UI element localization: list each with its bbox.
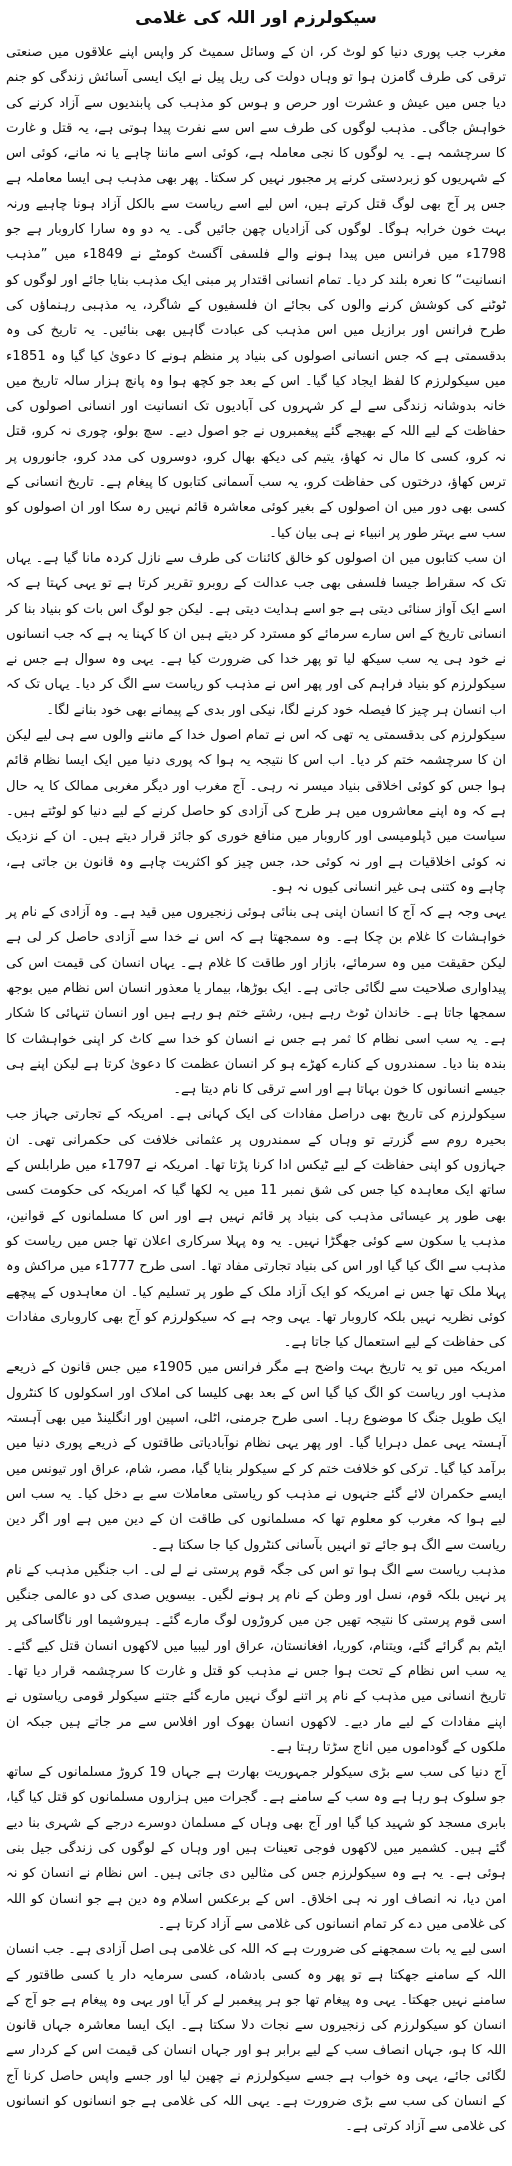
- paragraph: سیکولرزم کی بدقسمتی یہ تھی کہ اس نے تمام اصول خدا کے ماننے والوں سے ہی لیے لیکن ان کا سرچشمہ ختم کر دیا۔ اب اس کا نتیجہ یہ ہوا کہ پوری دنیا میں ایک ایسا نظام قائم ہوا جس کو کوئی اخلاقی بنیاد میسر نہ رہی۔ آج مغرب اور دیگر مغربی ممالک کا یہ حال ہے کہ وہ اپنے معاشروں میں ہر طرح کی آزادی کو حاصل کرنے کے لیے دنیا کو لوٹتے ہیں۔ سیاست میں ڈپلومیسی اور کاروبار میں منافع خوری کو جائز قرار دیتے ہیں۔ ان کے نزدیک نہ کوئی اخلاقیات ہے اور نہ کوئی حد، جس چیز کو اکثریت چاہے وہ قانون بن جاتی ہے، چاہے وہ کتنی ہی غیر انسانی کیوں نہ ہو۔: [6, 728, 506, 895]
- article-title: سیکولرزم اور اللہ کی غلامی: [135, 8, 377, 28]
- paragraph: مغرب جب پوری دنیا کو لوٹ کر، ان کے وسائل سمیٹ کر واپس اپنے علاقوں میں صنعتی ترقی کی طرف گامزن ہوا تو وہاں دولت کی ریل پیل نے ایک ایسی آسائش زندگی کو جنم دیا جس میں عیش و عشرت اور حرص و ہوس کو مذہب کی پابندیوں سے آزاد کرنے کی خواہش جاگی۔ مذہب لوگوں کی طرف سے اس سے نفرت پیدا ہوتی ہے، یہ قتل و غارت کا سرچشمہ ہے۔ یہ لوگوں کا نجی معاملہ ہے، کوئی اسے ماننا چاہے یا نہ مانے، کوئی اس کے شہریوں کو زبردستی کرنے پر مجبور نہیں کر سکتا۔ پھر بھی مذہب ہی ایسا معاملہ ہے جس پر آج بھی لوگ قتل کرتے ہیں، اس لیے اسے ریاست سے بالکل آزاد ہونا چاہیے ورنہ بہت خون خرابہ ہوگا۔ لوگوں کی آزادیاں چھن جائیں گی۔ یہ دو وہ سارا کاروبار ہے جو 1798ء میں فرانس میں پیدا ہونے والے فلسفی آگسٹ کومٹے نے 1849ء میں ”مذہب انسانیت“ کا نعرہ بلند کر دیا۔ تمام انسانی اقتدار پر مبنی ایک مذہب بنایا جائے اور لوگوں کو ٹوٹنے کی کوشش کرنے والوں کی بجائے ان فلسفیوں کے شاگرد، یہ مذہبی رہنماؤں کی طرح فرانس اور برازیل میں اس مذہب کی عبادت گاہیں بھی بنائیں۔ یہ تاریخ کی وہ بدقسمتی ہے کہ جس انسانی اصولوں کی بنیاد پر منظم ہونے کا دعویٰ کیا گیا وہ 1851ء میں سیکولرزم کا لفظ ایجاد کیا گیا۔ اس کے بعد جو کچھ ہوا وہ پانچ ہزار سالہ تاریخ میں خانہ بدوشانہ زندگی سے لے کر شہروں کی آبادیوں تک انسانیت اور انسانی اصولوں کی حفاظت کے لیے اللہ کے بھیجے گئے پیغمبروں نے جو اصول دیے۔ سچ بولو، چوری نہ کرو، قتل نہ کرو، کسی کا مال نہ کھاؤ، یتیم کی دیکھ بھال کرو، دوسروں کی مدد کرو، جانوروں پر ترس کھاؤ، درختوں کی حفاظت کرو، یہ سب آسمانی کتابوں کا پیغام ہے۔ تاریخ انسانی کے کسی بھی دور میں ان اصولوں کے بغیر کوئی معاشرہ قائم نہیں رہ سکا اور ان اصولوں کو سب سے بہتر طور پر انبیاء نے ہی بیان کیا۔: [6, 45, 506, 541]
- paragraph: سیکولرزم کی تاریخ بھی دراصل مفادات کی ایک کہانی ہے۔ امریکہ کے تجارتی جہاز جب بحیرہ روم سے گزرتے تو وہاں کے سمندروں پر عثمانی خلافت کی حکمرانی تھی۔ ان جہازوں کو اپنی حفاظت کے لیے ٹیکس ادا کرنا پڑتا تھا۔ امریکہ نے 1797ء میں طرابلس کے ساتھ ایک معاہدہ کیا جس کی شق نمبر 11 میں یہ لکھا گیا کہ امریکہ کی حکومت کسی بھی طور پر عیسائی مذہب کی بنیاد پر قائم نہیں ہے اور اس کا مسلمانوں کے قوانین، مذہب یا سکون سے کوئی جھگڑا نہیں۔ یہ وہ پہلا سرکاری اعلان تھا جس میں ریاست کو مذہب سے الگ کیا گیا اور اس کی بنیاد تجارتی مفاد تھا۔ اسی طرح 1777ء میں مراکش وہ پہلا ملک تھا جس نے امریکہ کو ایک آزاد ملک کے طور پر تسلیم کیا۔ ان معاہدوں کے پیچھے کوئی نظریہ نہیں بلکہ کاروبار تھا۔ یہی وجہ ہے کہ سیکولرزم کو آج بھی کاروباری مفادات کی حفاظت کے لیے استعمال کیا جاتا ہے۔: [6, 1107, 507, 1351]
- paragraph: امریکہ میں تو یہ تاریخ بہت واضح ہے مگر فرانس میں 1905ء میں جس قانون کے ذریعے مذہب اور ریاست کو الگ کیا گیا اس کے بعد بھی کلیسا کی املاک اور اسکولوں کا کنٹرول ایک طویل جنگ کا موضوع رہا۔ اسی طرح جرمنی، اٹلی، اسپین اور انگلینڈ میں بھی آہستہ آہستہ یہی عمل دہرایا گیا۔ اور پھر یہی نظام نوآبادیاتی طاقتوں کے ذریعے پوری دنیا میں برآمد کیا گیا۔ ترکی کو خلافت ختم کر کے سیکولر بنایا گیا، مصر، شام، عراق اور تیونس میں ایسے حکمران لائے گئے جنہوں نے مذہب کو ریاستی معاملات سے بے دخل کیا۔ یہ سب اس لیے ہوا کہ مغرب کو معلوم تھا کہ مسلمانوں کی طاقت ان کے دین میں ہے اور اگر دین ریاست سے الگ ہو جائے تو انہیں بآسانی کنٹرول کیا جا سکتا ہے۔: [6, 1360, 506, 1553]
- paragraph: یہی وجہ ہے کہ آج کا انسان اپنی ہی بنائی ہوئی زنجیروں میں قید ہے۔ وہ آزادی کے نام پر خواہشات کا غلام بن چکا ہے۔ وہ سمجھتا ہے کہ اس نے خدا سے آزادی حاصل کر لی ہے لیکن حقیقت میں وہ سرمائے، بازار اور طاقت کا غلام ہے۔ یہاں انسان کی قیمت اس کی پیداواری صلاحیت سے لگائی جاتی ہے۔ ایک بوڑھا، بیمار یا معذور انسان اس نظام میں بوجھ سمجھا جاتا ہے۔ خاندان ٹوٹ رہے ہیں، رشتے ختم ہو رہے ہیں اور انسان تنہائی کا شکار ہے۔ یہ سب اسی نظام کا ثمر ہے جس نے انسان کو خدا سے کاٹ کر اپنی خواہشات کا بندہ بنا دیا۔ سمندروں کے کنارے کھڑے ہو کر انسان عظمت کا دعویٰ کرتا ہے لیکن اپنے ہی جیسے انسانوں کا خون بہاتا ہے اور اسے ترقی کا نام دیتا ہے۔: [6, 905, 506, 1098]
- paragraph: اسی لیے یہ بات سمجھنے کی ضرورت ہے کہ اللہ کی غلامی ہی اصل آزادی ہے۔ جب انسان اللہ کے سامنے جھکتا ہے تو پھر وہ کسی بادشاہ، کسی سرمایہ دار یا کسی طاقتور کے سامنے نہیں جھکتا۔ یہی وہ پیغام تھا جو ہر پیغمبر لے کر آیا اور یہی وہ پیغام ہے جو آج کے انسان کو سیکولرزم کی زنجیروں سے نجات دلا سکتا ہے۔ ایک ایسا معاشرہ جہاں قانون اللہ کا ہو، جہاں انصاف سب کے لیے برابر ہو اور جہاں انسان کی قیمت اس کے کردار سے لگائی جائے، یہی وہ خواب ہے جسے سیکولرزم نے چھین لیا اور جسے واپس حاصل کرنا آج کے انسان کی سب سے بڑی ضرورت ہے۔ یہی اللہ کی غلامی ہے جو انسانوں کو انسانوں کی غلامی سے آزاد کرتی ہے۔: [6, 1942, 506, 2135]
- article-body: [6, 40, 506, 2140]
- paragraph: ان سب کتابوں میں ان اصولوں کو خالق کائنات کی طرف سے نازل کردہ مانا گیا ہے۔ یہاں تک کہ سقراط جیسا فلسفی بھی جب عدالت کے روبرو تقریر کرتا ہے تو یہی کہتا ہے کہ اسے ایک آواز سنائی دیتی ہے جو اسے ہدایت دیتی ہے۔ لیکن جو لوگ اس بات کو بنیاد بنا کر انسانی تاریخ کے اس سارے سرمائے کو مسترد کر دیتے ہیں ان کا کہنا یہ ہے کہ جب انسانوں نے خود ہی یہ سب سیکھ لیا تو پھر خدا کی ضرورت کیا ہے۔ یہی وہ سوال ہے جس نے سیکولرزم کو بنیاد فراہم کی اور پھر اس نے مذہب کو ریاست سے الگ کر دیا۔ یہاں تک کہ اب انسان ہر چیز کا فیصلہ خود کرنے لگا، نیکی اور بدی کے پیمانے بھی خود بنانے لگا۔: [6, 550, 506, 718]
- paragraph: آج دنیا کی سب سے بڑی سیکولر جمہوریت بھارت ہے جہاں 19 کروڑ مسلمانوں کے ساتھ جو سلوک ہو رہا ہے وہ سب کے سامنے ہے۔ گجرات میں ہزاروں مسلمانوں کو قتل کیا گیا، بابری مسجد کو شہید کیا گیا اور آج بھی وہاں کے مسلمان دوسرے درجے کے شہری بنا دیے گئے ہیں۔ کشمیر میں لاکھوں فوجی تعینات ہیں اور وہاں کے لوگوں کی زندگی جیل بنی ہوئی ہے۔ یہ ہے وہ سیکولرزم جس کی مثالیں دی جاتی ہیں۔ اس نظام نے انسان کو نہ امن دیا، نہ انصاف اور نہ ہی اخلاق۔ اس کے برعکس اسلام وہ دین ہے جو انسان کو اللہ کی غلامی میں دے کر تمام انسانوں کی غلامی سے آزاد کرتا ہے۔: [6, 1765, 507, 1932]
- paragraph: مذہب ریاست سے الگ ہوا تو اس کی جگہ قوم پرستی نے لے لی۔ اب جنگیں مذہب کے نام پر نہیں بلکہ قوم، نسل اور وطن کے نام پر ہونے لگیں۔ بیسویں صدی کی دو عالمی جنگیں اسی قوم پرستی کا نتیجہ تھیں جن میں کروڑوں لوگ مارے گئے۔ ہیروشیما اور ناگاساکی پر ایٹم بم گرائے گئے، ویتنام، کوریا، افغانستان، عراق اور لیبیا میں لاکھوں انسان قتل کیے گئے۔ یہ سب اس نظام کے تحت ہوا جس نے مذہب کو قتل و غارت کا سرچشمہ قرار دیا تھا۔ تاریخ انسانی میں مذہب کے نام پر اتنے لوگ نہیں مارے گئے جتنے سیکولر قومی ریاستوں نے اپنے مفادات کے لیے مار دیے۔ لاکھوں انسان بھوک اور افلاس سے مر جاتے ہیں جبکہ ان ملکوں کے گوداموں میں اناج سڑتا رہتا ہے۔: [6, 1562, 506, 1755]
